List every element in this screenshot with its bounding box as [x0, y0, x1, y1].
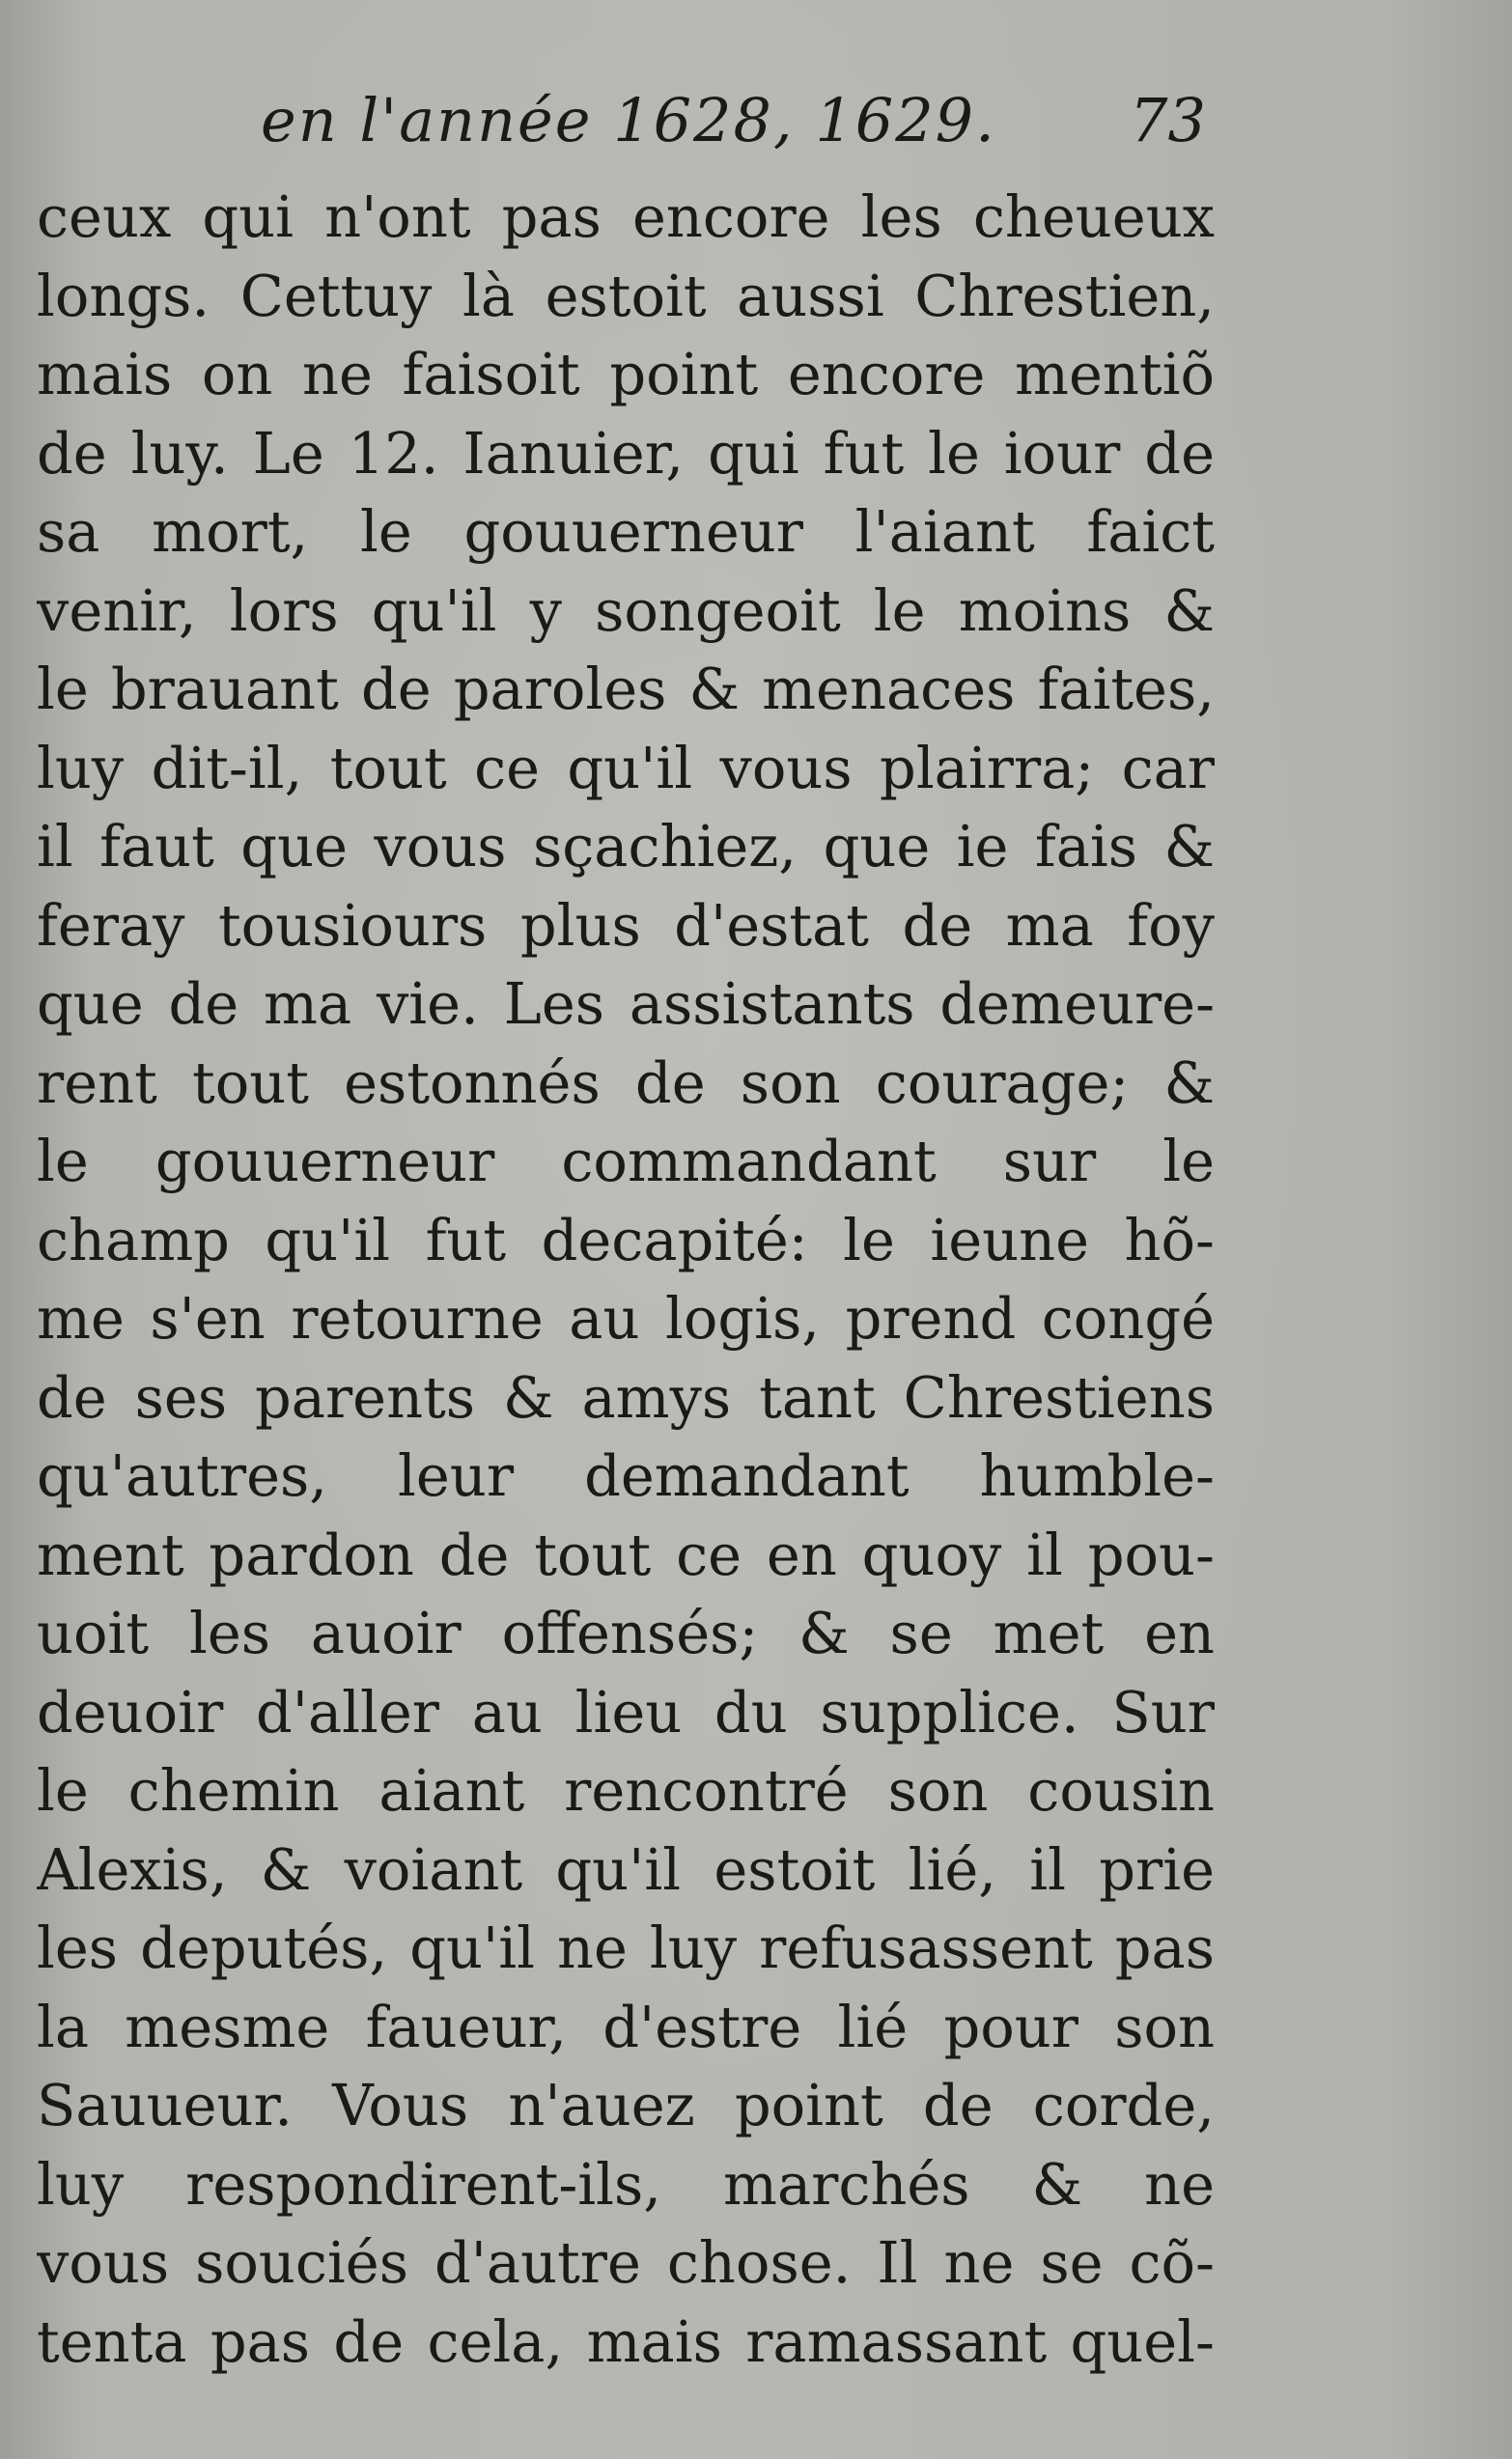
text-line: de luy. Le 12. Ianuier, qui fut le iour de — [37, 419, 1215, 487]
text-line: luy dit-il, tout ce qu'il vous plairra; car — [37, 734, 1215, 801]
text-line: le chemin aiant rencontré son cousin — [37, 1757, 1215, 1824]
text-line: il faut que vous sçachiez, que ie fais & — [37, 813, 1215, 880]
text-line: Sauueur. Vous n'auez point de corde, — [37, 2072, 1215, 2138]
text-line: ceux qui n'ont pas encore les cheueux — [37, 183, 1215, 250]
text-line: de ses parents & amys tant Chrestiens — [37, 1363, 1215, 1431]
text-line: me s'en retourne au logis, prend congé — [37, 1285, 1215, 1352]
text-line: ment pardon de tout ce en quoy il pou- — [37, 1521, 1215, 1588]
text-line: champ qu'il fut decapité: le ieune hõ- — [37, 1206, 1215, 1273]
text-line: tenta pas de cela, mais ramassant quel- — [37, 2307, 1215, 2375]
text-line: Alexis, & voiant qu'il estoit lié, il prie — [37, 1835, 1215, 1903]
text-line: mais on ne faisoit point encore mentiõ — [37, 341, 1215, 407]
page-number: 73 — [1130, 85, 1206, 155]
text-line: sa mort, le gouuerneur l'aiant faict — [37, 498, 1215, 565]
text-line: longs. Cettuy là estoit aussi Chrestien, — [37, 262, 1215, 329]
body-text — [37, 178, 1215, 2381]
text-line: qu'autres, leur demandant humble- — [37, 1442, 1215, 1509]
text-line: les deputés, qu'il ne luy refusassent pas — [37, 1914, 1215, 1981]
text-line: rent tout estonnés de son courage; & — [37, 1048, 1215, 1116]
text-line: deuoir d'aller au lieu du supplice. Sur — [37, 1678, 1215, 1746]
text-line: venir, lors qu'il y songeoit le moins & — [37, 576, 1215, 644]
text-line: que de ma vie. Les assistants demeure- — [37, 970, 1215, 1037]
text-line: la mesme faueur, d'estre lié pour son — [37, 1993, 1215, 2060]
text-line: uoit les auoir offensés; & se met en — [37, 1600, 1215, 1666]
page-header — [0, 85, 1512, 172]
text-line: feray tousiours plus d'estat de ma foy — [37, 891, 1215, 959]
running-head: en l'année 1628, 1629. — [261, 85, 996, 155]
text-line: le brauant de paroles & menaces faites, — [37, 656, 1215, 722]
text-line: vous souciés d'autre chose. Il ne se cõ- — [37, 2229, 1215, 2296]
text-line: le gouuerneur commandant sur le — [37, 1128, 1215, 1194]
text-line: luy respondirent-ils, marchés & ne — [37, 2150, 1215, 2218]
